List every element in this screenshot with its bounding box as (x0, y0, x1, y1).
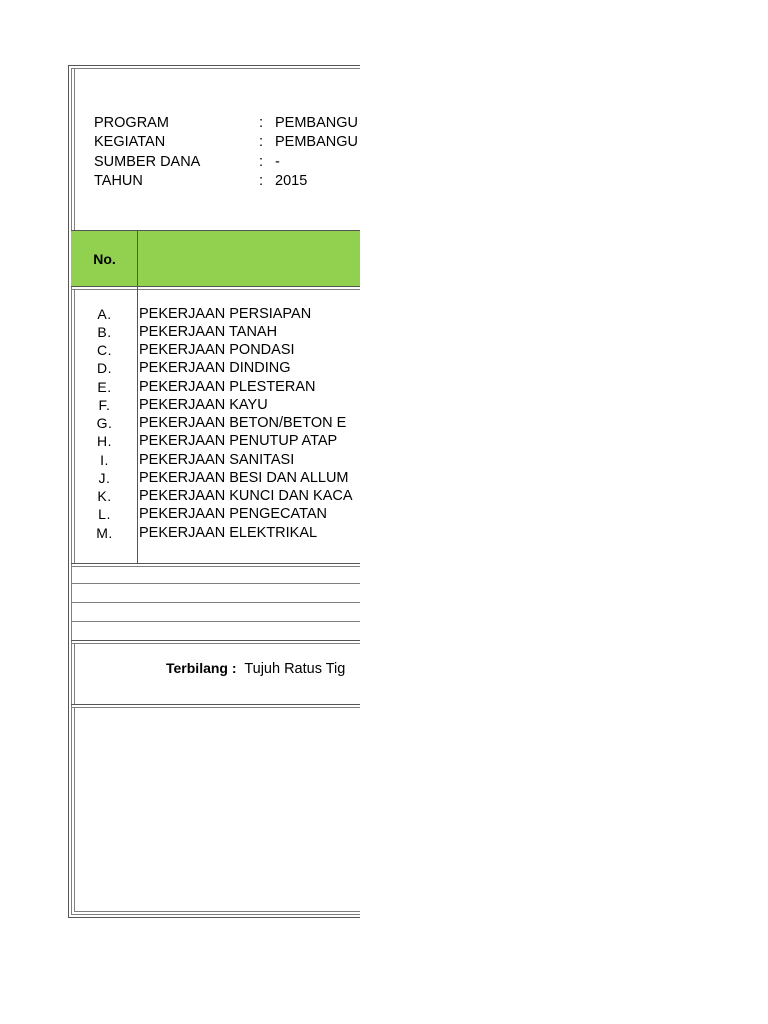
signature-area-bottom (74, 911, 360, 912)
item-name: PEKERJAAN PONDASI (139, 342, 295, 358)
summary-top-line-2 (71, 566, 360, 567)
item-name: PEKERJAAN PENGECATAN (139, 506, 328, 522)
item-name: PEKERJAAN SANITASI (139, 452, 295, 468)
frame-bottom-outer (68, 917, 360, 918)
item-name: PEKERJAAN BESI DAN ALLUM (139, 470, 349, 486)
item-name: PEKERJAAN PLESTERAN (139, 379, 316, 395)
summary-row-line (71, 602, 360, 603)
terbilang-label: Terbilang : (166, 660, 237, 676)
column-header-no: No. (93, 250, 116, 267)
frame-bottom-inner (71, 914, 360, 915)
sumber-dana-colon: : (259, 154, 264, 170)
frame-left-outer (68, 65, 69, 918)
program-value: PEMBANGU (275, 115, 358, 131)
sumber-dana-label: SUMBER DANA (94, 154, 201, 170)
table-header-bottom-line (71, 286, 360, 287)
tahun-label: TAHUN (94, 173, 143, 189)
item-no: E. (97, 379, 112, 395)
terbilang-bottom-line (71, 704, 360, 705)
item-no: M. (96, 525, 113, 541)
item-name: PEKERJAAN KAYU (139, 397, 268, 413)
terbilang-row (166, 660, 345, 677)
item-name: PEKERJAAN DINDING (139, 360, 291, 376)
sumber-dana-value: - (275, 154, 280, 170)
summary-bottom-line (71, 640, 360, 641)
item-no: A. (97, 306, 112, 322)
item-no: G. (96, 415, 113, 431)
item-no: F. (98, 397, 111, 413)
item-no: D. (97, 360, 112, 376)
body-area-inner-left (74, 289, 75, 563)
header-area-inner-left (74, 68, 75, 230)
item-no: B. (97, 324, 112, 340)
program-label: PROGRAM (94, 115, 169, 131)
terbilang-value: Tujuh Ratus Tig (244, 661, 346, 677)
item-no: L. (98, 506, 111, 522)
item-no: I. (100, 452, 109, 468)
item-name: PEKERJAAN ELEKTRIKAL (139, 525, 318, 541)
item-name: PEKERJAAN PENUTUP ATAP (139, 433, 338, 449)
item-no: J. (98, 470, 111, 486)
item-no: K. (97, 488, 112, 504)
summary-top-line (71, 563, 360, 564)
terbilang-area-inner-left (74, 643, 75, 704)
frame-top-inner (71, 68, 360, 69)
item-no: H. (97, 433, 112, 449)
terbilang-bottom-line-2 (71, 707, 360, 708)
rab-sheet (68, 65, 360, 918)
item-name: PEKERJAAN PERSIAPAN (139, 306, 312, 322)
frame-top-outer (68, 65, 360, 66)
kegiatan-value: PEMBANGU (275, 134, 358, 150)
table-body-top-line (71, 289, 360, 290)
summary-row-line (71, 583, 360, 584)
tahun-colon: : (259, 173, 264, 189)
kegiatan-colon: : (259, 134, 264, 150)
tahun-value: 2015 (275, 173, 308, 189)
signature-area-inner-left (74, 707, 75, 912)
item-name: PEKERJAAN KUNCI DAN KACA (139, 488, 353, 504)
summary-row-line (71, 621, 360, 622)
item-name: PEKERJAAN BETON/BETON E (139, 415, 347, 431)
summary-bottom-line-2 (71, 643, 360, 644)
program-colon: : (259, 115, 264, 131)
item-name: PEKERJAAN TANAH (139, 324, 278, 340)
item-no: C. (97, 342, 112, 358)
kegiatan-label: KEGIATAN (94, 134, 166, 150)
